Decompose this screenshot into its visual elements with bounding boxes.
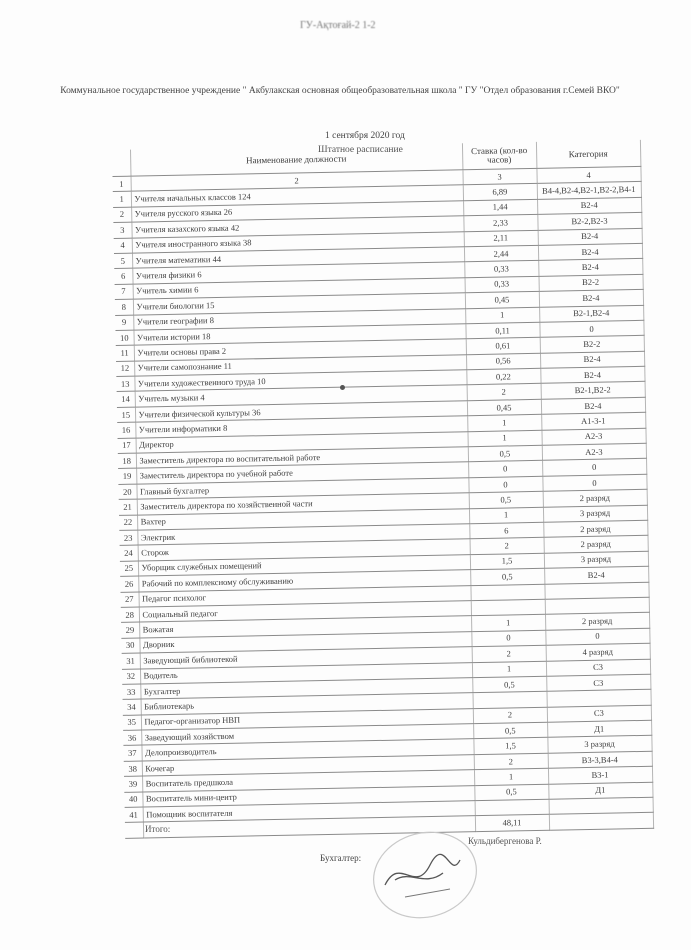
column-header-rate: Ставка (кол-во часов) bbox=[462, 142, 536, 170]
total-empty-cell bbox=[549, 813, 653, 830]
position-name: Социальный педагог bbox=[139, 601, 471, 623]
row-number: 25 bbox=[120, 561, 138, 577]
position-category: В2-4 bbox=[539, 289, 643, 306]
ink-spot bbox=[340, 385, 345, 390]
position-category: 4 разряд bbox=[546, 643, 650, 660]
position-rate: 6,89 bbox=[463, 184, 537, 201]
position-category: В2-4 bbox=[538, 259, 642, 276]
position-rate: 1,5 bbox=[473, 738, 547, 755]
position-name: Учитель химии 6 bbox=[133, 277, 465, 299]
position-rate: 1 bbox=[467, 430, 541, 447]
position-category: В2-2 bbox=[538, 274, 642, 291]
position-rate: 1 bbox=[471, 615, 545, 632]
row-number: 19 bbox=[118, 469, 136, 485]
total-empty-cell bbox=[125, 822, 143, 838]
position-category: 0 bbox=[542, 459, 646, 476]
row-number: 4 bbox=[114, 238, 132, 254]
numbering-cell: 2 bbox=[131, 170, 463, 192]
position-name: Учителя казахского языка 42 bbox=[131, 216, 463, 238]
position-name: Главный бухгалтер bbox=[136, 478, 468, 500]
position-category: В3-1 bbox=[548, 766, 652, 783]
position-rate: 1 bbox=[474, 768, 548, 785]
row-number: 20 bbox=[118, 484, 136, 500]
position-rate: 0,22 bbox=[466, 368, 540, 385]
row-number: 29 bbox=[121, 622, 139, 638]
position-category: В2-4 bbox=[538, 228, 642, 245]
row-number: 40 bbox=[124, 792, 142, 808]
position-rate bbox=[475, 799, 549, 816]
row-number: 7 bbox=[115, 284, 133, 300]
position-category: А1-3-1 bbox=[541, 413, 645, 430]
position-category: С3 bbox=[546, 674, 650, 691]
position-rate: 2,11 bbox=[464, 230, 538, 247]
row-number: 37 bbox=[123, 745, 141, 761]
position-name: Учителя начальных классов 124 bbox=[131, 185, 463, 207]
position-rate: 0 bbox=[471, 630, 545, 647]
position-category: 2 разряд bbox=[544, 536, 648, 553]
position-name: Педагог-организатор НВП bbox=[141, 708, 473, 730]
total-label: Итого: bbox=[145, 824, 171, 834]
total-value: 48,11 bbox=[475, 815, 549, 832]
row-number: 22 bbox=[119, 515, 137, 531]
row-number: 32 bbox=[122, 669, 140, 685]
row-number: 38 bbox=[124, 761, 142, 777]
position-rate: 6 bbox=[469, 522, 543, 539]
numbering-cell: 4 bbox=[536, 166, 640, 183]
position-name: Уборщик служебных помещений bbox=[138, 554, 470, 576]
position-rate: 0,11 bbox=[465, 322, 539, 339]
position-rate: 0,5 bbox=[473, 722, 547, 739]
position-rate: 2 bbox=[470, 538, 544, 555]
position-name: Сторож bbox=[138, 539, 470, 561]
position-name: Кочегар bbox=[142, 755, 474, 777]
position-rate: 0 bbox=[468, 476, 542, 493]
position-rate: 0,45 bbox=[465, 291, 539, 308]
position-category: В2-1,В2-2 bbox=[541, 382, 645, 399]
row-number: 10 bbox=[115, 330, 133, 346]
position-name: Заведующий хозяйством bbox=[141, 724, 473, 746]
row-number: 35 bbox=[123, 715, 141, 731]
position-category: 0 bbox=[545, 628, 649, 645]
position-rate bbox=[471, 599, 545, 616]
row-number: 9 bbox=[115, 315, 133, 331]
position-rate: 0,5 bbox=[469, 491, 543, 508]
row-number: 21 bbox=[119, 499, 137, 515]
document-date: 1 сентября 2020 год bbox=[325, 131, 405, 141]
position-category: 2 разряд bbox=[545, 613, 649, 630]
position-category: 0 bbox=[539, 320, 643, 337]
row-number: 33 bbox=[122, 684, 140, 700]
position-rate: 2 bbox=[472, 645, 546, 662]
position-category: В2-4 bbox=[537, 197, 641, 214]
staff-table-sheet bbox=[112, 140, 657, 830]
row-number: 2 bbox=[113, 207, 131, 223]
column-header-position: Наименование должности bbox=[130, 143, 462, 176]
position-rate: 0,5 bbox=[468, 445, 542, 462]
position-name: Помощник воспитателя bbox=[143, 801, 475, 823]
position-rate: 0,56 bbox=[466, 353, 540, 370]
position-name: Учители самопознание 11 bbox=[134, 354, 466, 376]
row-number: 3 bbox=[113, 222, 131, 238]
position-category: 3 разряд bbox=[547, 736, 651, 753]
position-category: А2-3 bbox=[541, 428, 645, 445]
position-category: В2-2,В2-3 bbox=[537, 213, 641, 230]
position-category: В3-3,В4-4 bbox=[548, 751, 652, 768]
position-category: В2-4 bbox=[544, 566, 648, 583]
position-category: Д1 bbox=[548, 782, 652, 799]
row-number: 17 bbox=[118, 438, 136, 454]
column-header-number bbox=[112, 150, 131, 177]
position-name: Учители физической культуры 36 bbox=[135, 401, 467, 423]
position-name: Бухгалтер bbox=[140, 678, 472, 700]
position-name: Учители художественного труда 10 bbox=[134, 370, 466, 392]
row-number: 34 bbox=[123, 699, 141, 715]
position-category: 3 разряд bbox=[544, 551, 648, 568]
position-name: Заместитель директора по хозяйственной части bbox=[137, 493, 469, 515]
row-number: 14 bbox=[117, 392, 135, 408]
position-rate: 1 bbox=[472, 661, 546, 678]
row-number: 16 bbox=[117, 422, 135, 438]
position-name: Учители географии 8 bbox=[133, 308, 465, 330]
position-name: Учители основы права 2 bbox=[134, 339, 466, 361]
position-name: Делопроизводитель bbox=[141, 739, 473, 761]
position-category: Д1 bbox=[547, 720, 651, 737]
row-number: 31 bbox=[122, 653, 140, 669]
position-category: В2-4 bbox=[540, 351, 644, 368]
position-rate: 0,5 bbox=[474, 784, 548, 801]
position-rate: 0,5 bbox=[472, 676, 546, 693]
row-number: 11 bbox=[116, 345, 134, 361]
column-header-category: Категория bbox=[536, 140, 640, 168]
position-rate: 0,5 bbox=[470, 568, 544, 585]
row-number: 24 bbox=[120, 545, 138, 561]
position-name: Рабочий по комплексному обслуживанию bbox=[138, 570, 470, 592]
row-number: 26 bbox=[120, 576, 138, 592]
position-name: Вахтер bbox=[137, 508, 469, 530]
position-rate: 2 bbox=[474, 753, 548, 770]
row-number: 13 bbox=[116, 376, 134, 392]
position-name: Учители биологии 15 bbox=[133, 293, 465, 315]
position-category: В2-2 bbox=[540, 336, 644, 353]
position-name: Библиотекарь bbox=[141, 693, 473, 715]
table-body bbox=[113, 182, 653, 823]
row-number: 41 bbox=[125, 807, 143, 823]
position-category: В2-4 bbox=[540, 366, 644, 383]
position-rate: 0,33 bbox=[464, 261, 538, 278]
position-rate: 1 bbox=[467, 415, 541, 432]
row-number: 8 bbox=[115, 299, 133, 315]
position-rate: 1 bbox=[465, 307, 539, 324]
position-name: Заведующий библиотекой bbox=[140, 647, 472, 669]
row-number: 18 bbox=[118, 453, 136, 469]
position-category: 2 разряд bbox=[543, 490, 647, 507]
position-rate: 0,61 bbox=[466, 338, 540, 355]
row-number: 1 bbox=[113, 192, 131, 208]
position-category: А2-3 bbox=[542, 443, 646, 460]
organization-heading: Коммунальное государственное учреждение " Акбулакская основная общеобразовательная школа " ГУ "Отдел образования г.Семей ВКО" bbox=[60, 86, 620, 96]
position-name: Дворник bbox=[139, 631, 471, 653]
position-rate: 0,45 bbox=[467, 399, 541, 416]
position-name: Учителя математики 44 bbox=[132, 247, 464, 269]
position-rate bbox=[470, 584, 544, 601]
row-number: 15 bbox=[117, 407, 135, 423]
position-name: Директор bbox=[136, 431, 468, 453]
position-rate: 1,5 bbox=[470, 553, 544, 570]
position-rate: 1,44 bbox=[463, 199, 537, 216]
position-category: В2-4 bbox=[538, 243, 642, 260]
position-name: Водитель bbox=[140, 662, 472, 684]
position-category: 0 bbox=[542, 474, 646, 491]
position-category: 2 разряд bbox=[543, 520, 647, 537]
position-rate: 2,44 bbox=[464, 245, 538, 262]
staff-table bbox=[112, 140, 654, 839]
position-name: Заместитель директора по воспитательной работе bbox=[136, 447, 468, 469]
row-number: 28 bbox=[121, 607, 139, 623]
position-category: 3 разряд bbox=[543, 505, 647, 522]
position-name: Учители информатики 8 bbox=[135, 416, 467, 438]
row-number: 30 bbox=[121, 638, 139, 654]
document-title: Штатное расписание bbox=[318, 145, 403, 155]
position-category: В2-1,В2-4 bbox=[539, 305, 643, 322]
position-name: Учителя физики 6 bbox=[132, 262, 464, 284]
row-number: 5 bbox=[114, 253, 132, 269]
numbering-cell: 3 bbox=[462, 168, 536, 185]
position-rate: 1 bbox=[469, 507, 543, 524]
position-name: Учителя русского языка 26 bbox=[131, 201, 463, 223]
row-number: 12 bbox=[116, 361, 134, 377]
position-name: Заместитель директора по учебной работе bbox=[136, 462, 468, 484]
position-category: С3 bbox=[546, 659, 650, 676]
position-rate: 2 bbox=[473, 707, 547, 724]
row-number: 23 bbox=[119, 530, 137, 546]
row-number: 39 bbox=[124, 776, 142, 792]
position-name: Воспитатель мини-центр bbox=[142, 785, 474, 807]
row-number: 6 bbox=[114, 268, 132, 284]
numbering-cell: 1 bbox=[113, 176, 131, 192]
position-rate: 0 bbox=[468, 461, 542, 478]
position-name: Учитель музыки 4 bbox=[135, 385, 467, 407]
position-category: В2-4 bbox=[541, 397, 645, 414]
row-number: 27 bbox=[120, 592, 138, 608]
accountant-label: Бухгалтер: bbox=[320, 853, 362, 863]
position-name: Воспитатель предшкола bbox=[142, 770, 474, 792]
accountant-surname: Кульдибергенова Р. bbox=[468, 836, 542, 846]
position-name: Электрик bbox=[137, 524, 469, 546]
position-name: Учителя иностранного языка 38 bbox=[132, 231, 464, 253]
position-name: Учители истории 18 bbox=[133, 324, 465, 346]
position-rate: 2 bbox=[467, 384, 541, 401]
position-name: Вожатая bbox=[139, 616, 471, 638]
top-stamp-text: ГУ-Ақтоғай-2 1-2 bbox=[300, 20, 376, 31]
position-rate bbox=[472, 692, 546, 709]
signature-stamp bbox=[355, 825, 485, 925]
position-rate: 2,33 bbox=[463, 215, 537, 232]
position-rate: 0,33 bbox=[465, 276, 539, 293]
position-category: В4-4,В2-4,В2-1,В2-2,В4-1 bbox=[537, 182, 641, 199]
row-number: 36 bbox=[123, 730, 141, 746]
position-category: С3 bbox=[547, 705, 651, 722]
position-name: Педагог психолог bbox=[138, 585, 470, 607]
